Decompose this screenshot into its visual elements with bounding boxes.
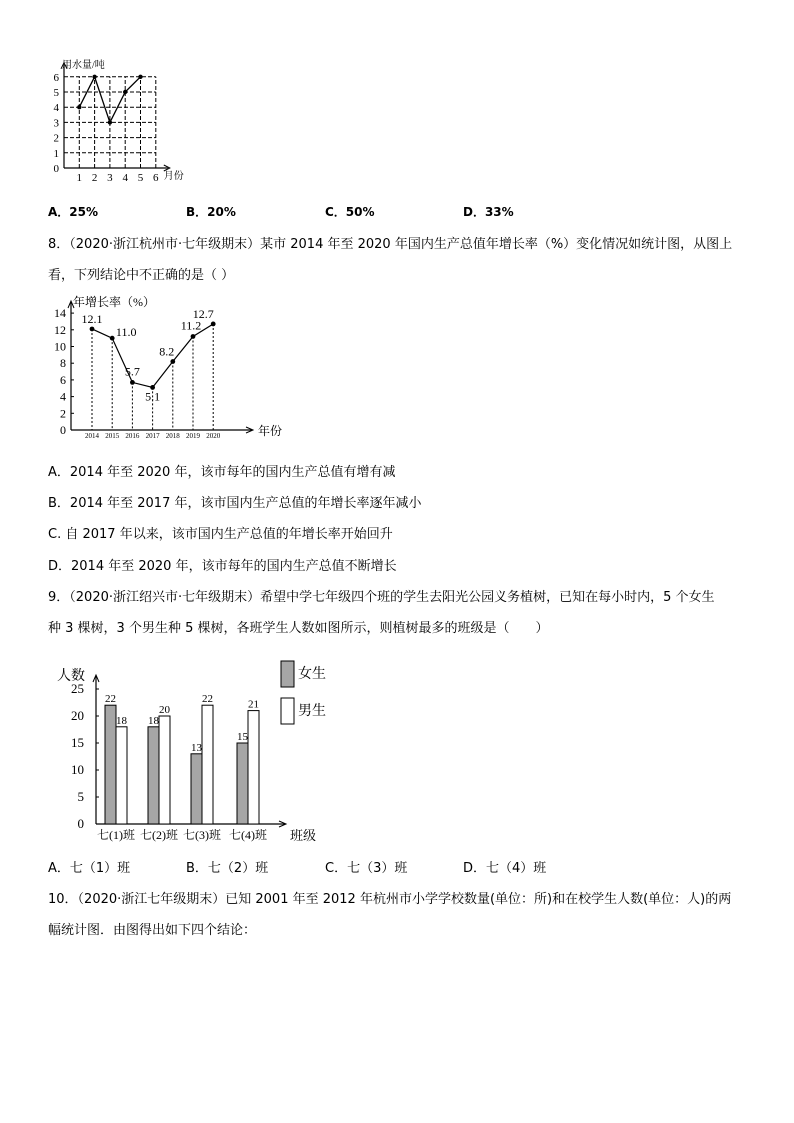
x-tick-label: 2020 bbox=[206, 432, 221, 440]
y-tick-label: 1 bbox=[53, 147, 59, 160]
q9-option-c[interactable]: C．七（3）班 bbox=[325, 861, 408, 876]
data-label: 12.1 bbox=[81, 311, 103, 326]
data-label: 5.7 bbox=[124, 364, 140, 379]
y-tick-label: 6 bbox=[60, 372, 66, 387]
y-tick-label: 15 bbox=[71, 735, 84, 750]
bar-value-label: 22 bbox=[202, 693, 213, 706]
x-tick-label: 2016 bbox=[125, 432, 140, 440]
bar-value-label: 20 bbox=[159, 704, 170, 716]
series-line bbox=[79, 77, 140, 123]
x-tick-label: 3 bbox=[107, 172, 113, 184]
x-axis-label: 年份 bbox=[258, 424, 283, 438]
y-tick-label: 4 bbox=[60, 389, 66, 404]
bar-boys bbox=[248, 711, 259, 824]
y-tick-label: 2 bbox=[60, 406, 66, 421]
data-point bbox=[90, 327, 95, 332]
y-axis-arrow bbox=[68, 301, 74, 308]
data-label: 5.1 bbox=[145, 389, 161, 404]
q10-question-line2: 幅统计图．由图得出如下四个结论： bbox=[48, 923, 257, 938]
data-point bbox=[92, 75, 96, 79]
q7-option-a[interactable]: A．25% bbox=[48, 205, 99, 219]
bar-value-label: 15 bbox=[237, 731, 248, 743]
bar-girls bbox=[191, 754, 202, 824]
q8-option-b[interactable]: B．2014 年至 2017 年，该市国内生产总值的年增长率逐年减小 bbox=[48, 496, 422, 511]
y-tick-label: 6 bbox=[53, 71, 59, 84]
data-point bbox=[138, 75, 142, 79]
x-tick-label: 4 bbox=[122, 172, 128, 184]
y-tick-label: 10 bbox=[54, 339, 66, 354]
data-label: 11.0 bbox=[115, 325, 137, 340]
q8-option-d[interactable]: D．2014 年至 2020 年，该市每年的国内生产总值不断增长 bbox=[48, 559, 397, 574]
x-axis-arrow bbox=[246, 427, 253, 433]
q8-option-a[interactable]: A．2014 年至 2020 年，该市每年的国内生产总值有增有减 bbox=[48, 465, 396, 480]
q9-option-b[interactable]: B．七（2）班 bbox=[186, 861, 269, 876]
y-tick-label: 5 bbox=[53, 87, 59, 99]
y-tick-label: 2 bbox=[53, 132, 59, 145]
legend-label: 女生 bbox=[298, 667, 326, 682]
data-point bbox=[123, 90, 127, 94]
y-axis-label: 人数 bbox=[57, 669, 85, 684]
x-tick-label: 七(4)班 bbox=[229, 828, 267, 842]
q9-option-d[interactable]: D．七（4）班 bbox=[463, 861, 547, 876]
data-point bbox=[108, 120, 112, 124]
x-tick-label: 5 bbox=[137, 172, 144, 184]
x-axis-arrow bbox=[164, 165, 170, 171]
legend-swatch bbox=[281, 698, 294, 724]
legend-label: 男生 bbox=[298, 704, 326, 719]
data-point bbox=[191, 334, 196, 339]
y-axis-arrow bbox=[93, 675, 99, 682]
data-point bbox=[211, 322, 216, 327]
bar-value-label: 18 bbox=[116, 714, 127, 727]
q8-option-c[interactable]: C. 自 2017 年以来，该市国内生产总值的年增长率开始回升 bbox=[48, 527, 393, 542]
bar-boys bbox=[202, 705, 213, 824]
y-tick-label: 25 bbox=[71, 681, 84, 696]
q10-question-line1: 10．（2020·浙江七年级期末）已知 2001 年至 2012 年杭州市小学学校数量(单位：所)和在校学生人数(单位：人)的两 bbox=[48, 892, 732, 907]
y-tick-label: 0 bbox=[77, 816, 84, 831]
y-axis-label: 用水量/吨 bbox=[62, 59, 105, 71]
bar-value-label: 18 bbox=[148, 714, 159, 727]
data-label: 11.2 bbox=[180, 318, 202, 333]
data-point bbox=[170, 359, 175, 364]
x-tick-label: 2014 bbox=[85, 432, 99, 440]
q7-option-c[interactable]: C．50% bbox=[325, 205, 375, 219]
legend-swatch bbox=[281, 661, 294, 687]
y-tick-label: 14 bbox=[54, 306, 66, 321]
q9-question-line1: 9．（2020·浙江绍兴市·七年级期末）希望中学七年级四个班的学生去阳光公园义务植树，已知在每小时内，5 个女生 bbox=[48, 590, 715, 605]
x-tick-label: 2018 bbox=[165, 432, 180, 440]
data-point bbox=[150, 385, 155, 390]
y-axis-label: 年增长率（%） bbox=[73, 295, 155, 309]
data-point bbox=[110, 336, 115, 341]
x-axis-label: 月份 bbox=[163, 171, 184, 182]
q7-option-d[interactable]: D．33% bbox=[463, 205, 514, 219]
y-tick-label: 0 bbox=[60, 423, 66, 437]
data-point bbox=[77, 105, 81, 109]
x-axis-arrow bbox=[279, 821, 286, 827]
x-tick-label: 2 bbox=[91, 172, 98, 184]
y-axis-arrow bbox=[61, 63, 67, 69]
data-label: 12.7 bbox=[192, 306, 214, 321]
y-tick-label: 0 bbox=[53, 163, 59, 175]
x-tick-label: 七(3)班 bbox=[183, 828, 221, 842]
q9-option-a[interactable]: A．七（1）班 bbox=[48, 861, 131, 876]
y-tick-label: 10 bbox=[71, 762, 84, 777]
y-tick-label: 12 bbox=[54, 322, 66, 337]
bar-girls bbox=[105, 705, 116, 824]
x-tick-label: 2015 bbox=[105, 432, 120, 440]
q7-option-b[interactable]: B．20% bbox=[186, 205, 236, 219]
x-tick-label: 七(2)班 bbox=[140, 828, 178, 842]
bar-girls bbox=[237, 743, 248, 824]
x-tick-label: 2017 bbox=[145, 432, 160, 440]
bar-boys bbox=[116, 727, 127, 824]
q9-question-line2: 种 3 棵树，3 个男生种 5 棵树，各班学生人数如图所示，则植树最多的班级是（ ） bbox=[48, 621, 549, 636]
y-tick-label: 8 bbox=[60, 356, 66, 371]
bar-value-label: 13 bbox=[191, 741, 202, 754]
x-axis-label: 班级 bbox=[290, 828, 317, 843]
bar-girls bbox=[148, 727, 159, 824]
bar-boys bbox=[159, 716, 170, 824]
q8-question-line1: 8．（2020·浙江杭州市·七年级期末）某市 2014 年至 2020 年国内生产总值年增长率（%）变化情况如统计图，从图上 bbox=[48, 237, 733, 252]
series-line bbox=[92, 324, 213, 387]
data-label: 8.2 bbox=[159, 344, 175, 359]
x-tick-label: 6 bbox=[153, 172, 159, 184]
y-tick-label: 5 bbox=[77, 789, 84, 804]
x-tick-label: 2019 bbox=[186, 432, 200, 440]
q8-question-line2: 看，下列结论中不正确的是（ ） bbox=[48, 268, 235, 283]
y-tick-label: 3 bbox=[53, 117, 59, 130]
y-tick-label: 20 bbox=[71, 708, 84, 723]
x-tick-label: 七(1)班 bbox=[97, 828, 135, 842]
data-point bbox=[130, 380, 135, 385]
bar-value-label: 22 bbox=[105, 693, 116, 706]
x-tick-label: 1 bbox=[76, 172, 83, 184]
bar-value-label: 21 bbox=[248, 698, 259, 711]
y-tick-label: 4 bbox=[53, 102, 59, 115]
